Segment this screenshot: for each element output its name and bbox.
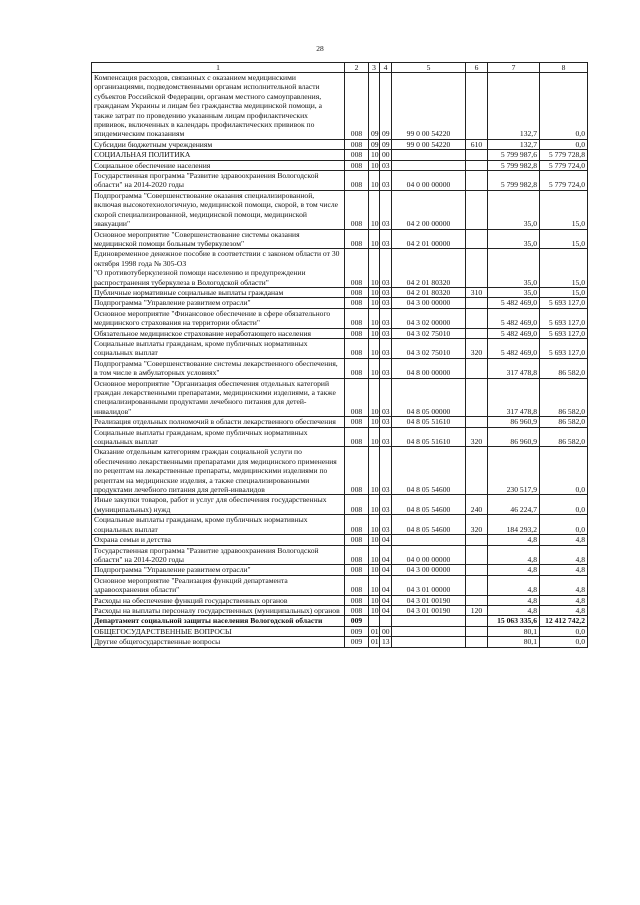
row-target-article-cell: 04 2 01 80320 <box>392 287 466 297</box>
row-ministry-code-cell: 009 <box>345 616 369 626</box>
row-subsection-code-cell: 03 <box>380 171 392 191</box>
header-cell: 2 <box>345 63 369 73</box>
row-ministry-code-cell: 008 <box>345 417 369 427</box>
row-expense-type-cell <box>466 417 488 427</box>
row-expense-type-cell: 320 <box>466 338 488 358</box>
row-expense-type-cell <box>466 535 488 545</box>
row-expense-type-cell: 320 <box>466 427 488 447</box>
row-target-article-cell <box>392 535 466 545</box>
row-subsection-code-cell: 03 <box>380 298 392 308</box>
row-name-cell: Основное мероприятие "Организация обеспечения отдельных категорий граждан лекарственными препаратами, медицинскими изделиями, а также специализированными продуктами лечебного питания для детей-инвалидов" <box>92 378 345 417</box>
row-amount-year1-cell: 5 482 469,0 <box>488 328 540 338</box>
row-section-code-cell: 01 <box>369 637 380 647</box>
row-amount-year1-cell: 317 478,8 <box>488 358 540 378</box>
row-ministry-code-cell: 008 <box>345 190 369 229</box>
row-amount-year2-cell: 0,0 <box>540 73 588 140</box>
row-ministry-code-cell: 008 <box>345 565 369 575</box>
row-expense-type-cell: 310 <box>466 287 488 297</box>
row-target-article-cell: 04 8 05 51610 <box>392 417 466 427</box>
row-amount-year1-cell: 35,0 <box>488 229 540 249</box>
row-target-article-cell: 04 3 01 00190 <box>392 605 466 615</box>
row-subsection-code-cell: 03 <box>380 328 392 338</box>
row-expense-type-cell <box>466 249 488 288</box>
row-name-cell: Социальные выплаты гражданам, кроме публичных нормативных социальных выплат <box>92 427 345 447</box>
table-row <box>92 378 588 417</box>
row-target-article-cell: 04 3 01 00000 <box>392 575 466 595</box>
row-section-code-cell: 09 <box>369 139 380 149</box>
table-row <box>92 358 588 378</box>
row-expense-type-cell <box>466 616 488 626</box>
row-expense-type-cell: 120 <box>466 605 488 615</box>
row-target-article-cell: 04 2 00 00000 <box>392 190 466 229</box>
row-section-code-cell: 10 <box>369 287 380 297</box>
table-row <box>92 535 588 545</box>
row-section-code-cell: 10 <box>369 150 380 160</box>
row-name-cell: Основное мероприятие "Финансовое обеспечение в сфере обязательного медицинского страхования на территории области" <box>92 308 345 328</box>
row-ministry-code-cell: 008 <box>345 150 369 160</box>
row-amount-year1-cell: 230 517,9 <box>488 447 540 495</box>
row-ministry-code-cell: 008 <box>345 249 369 288</box>
row-subsection-code-cell: 09 <box>380 73 392 140</box>
row-subsection-code-cell: 03 <box>380 495 392 515</box>
row-ministry-code-cell: 008 <box>345 605 369 615</box>
row-target-article-cell: 04 8 05 54600 <box>392 495 466 515</box>
row-amount-year2-cell: 4,8 <box>540 545 588 565</box>
row-name-cell: Субсидии бюджетным учреждениям <box>92 139 345 149</box>
row-amount-year1-cell: 35,0 <box>488 249 540 288</box>
row-subsection-code-cell: 03 <box>380 308 392 328</box>
page-number: 28 <box>316 44 324 53</box>
row-target-article-cell: 04 3 00 00000 <box>392 565 466 575</box>
row-amount-year1-cell: 46 224,7 <box>488 495 540 515</box>
row-subsection-code-cell: 04 <box>380 575 392 595</box>
table-row <box>92 545 588 565</box>
row-target-article-cell: 04 8 00 00000 <box>392 358 466 378</box>
row-section-code-cell: 10 <box>369 160 380 170</box>
table-row <box>92 229 588 249</box>
table-row <box>92 308 588 328</box>
table-row <box>92 328 588 338</box>
row-ministry-code-cell: 009 <box>345 626 369 636</box>
table-row <box>92 427 588 447</box>
table-row <box>92 417 588 427</box>
row-ministry-code-cell: 008 <box>345 358 369 378</box>
row-subsection-code-cell: 04 <box>380 545 392 565</box>
row-amount-year2-cell: 15,0 <box>540 229 588 249</box>
row-name-cell: Департамент социальной защиты населения Вологодской области <box>92 616 345 626</box>
row-target-article-cell <box>392 160 466 170</box>
row-subsection-code-cell: 03 <box>380 515 392 535</box>
table-row <box>92 150 588 160</box>
row-subsection-code-cell <box>380 616 392 626</box>
row-name-cell: Основное мероприятие "Реализация функций департамента здравоохранения области" <box>92 575 345 595</box>
row-expense-type-cell <box>466 358 488 378</box>
row-amount-year2-cell: 5 693 127,0 <box>540 338 588 358</box>
row-amount-year1-cell: 4,8 <box>488 535 540 545</box>
row-target-article-cell: 04 2 01 00000 <box>392 229 466 249</box>
row-amount-year2-cell: 0,0 <box>540 626 588 636</box>
row-target-article-cell: 04 0 00 00000 <box>392 171 466 191</box>
row-amount-year2-cell: 15,0 <box>540 287 588 297</box>
table-row <box>92 338 588 358</box>
row-name-cell: ОБЩЕГОСУДАРСТВЕННЫЕ ВОПРОСЫ <box>92 626 345 636</box>
row-ministry-code-cell: 008 <box>345 535 369 545</box>
table-row <box>92 565 588 575</box>
row-amount-year1-cell: 5 482 469,0 <box>488 338 540 358</box>
row-name-cell: Подпрограмма "Управление развитием отрасли" <box>92 298 345 308</box>
row-amount-year1-cell: 86 960,9 <box>488 427 540 447</box>
row-ministry-code-cell: 008 <box>345 378 369 417</box>
row-subsection-code-cell: 03 <box>380 249 392 288</box>
header-cell: 4 <box>380 63 392 73</box>
row-amount-year2-cell: 0,0 <box>540 495 588 515</box>
row-amount-year2-cell: 5 693 127,0 <box>540 308 588 328</box>
row-expense-type-cell <box>466 575 488 595</box>
row-amount-year1-cell: 80,1 <box>488 637 540 647</box>
row-section-code-cell: 10 <box>369 495 380 515</box>
row-name-cell: Оказание отдельным категориям граждан социальной услуги по обеспечению лекарственными препаратами для медицинского применения по рецептам на лекарственные препараты, медицинскими изделиями по рецептам на медицинские изделия, а также специализированными продуктами лечебного питания для детей-инвалидов <box>92 447 345 495</box>
row-name-cell: Иные закупки товаров, работ и услуг для обеспечения государственных (муниципальных) нужд <box>92 495 345 515</box>
row-amount-year1-cell: 35,0 <box>488 287 540 297</box>
row-expense-type-cell <box>466 308 488 328</box>
row-amount-year1-cell: 132,7 <box>488 139 540 149</box>
row-target-article-cell: 04 0 00 00000 <box>392 545 466 565</box>
row-expense-type-cell: 610 <box>466 139 488 149</box>
row-section-code-cell: 10 <box>369 378 380 417</box>
row-name-cell: Государственная программа "Развитие здравоохранения Вологодской области" на 2014-2020 годы <box>92 171 345 191</box>
row-subsection-code-cell: 04 <box>380 605 392 615</box>
row-name-cell: Социальные выплаты гражданам, кроме публичных нормативных социальных выплат <box>92 515 345 535</box>
row-name-cell: Подпрограмма "Совершенствование оказания специализированной, включая высокотехнологичную, медицинской помощи, скорой, в том числе скорой специализированной, медицинской помощи, медицинской эвакуации" <box>92 190 345 229</box>
row-expense-type-cell <box>466 328 488 338</box>
row-subsection-code-cell: 00 <box>380 150 392 160</box>
row-amount-year2-cell: 4,8 <box>540 535 588 545</box>
row-target-article-cell <box>392 616 466 626</box>
header-cell: 3 <box>369 63 380 73</box>
row-ministry-code-cell: 009 <box>345 637 369 647</box>
row-subsection-code-cell: 04 <box>380 595 392 605</box>
row-expense-type-cell <box>466 637 488 647</box>
row-expense-type-cell <box>466 626 488 636</box>
row-subsection-code-cell: 03 <box>380 338 392 358</box>
row-subsection-code-cell: 03 <box>380 229 392 249</box>
row-amount-year2-cell: 0,0 <box>540 139 588 149</box>
row-section-code-cell: 10 <box>369 417 380 427</box>
row-name-cell: Расходы на выплаты персоналу государственных (муниципальных) органов <box>92 605 345 615</box>
row-amount-year1-cell: 80,1 <box>488 626 540 636</box>
row-target-article-cell: 99 0 00 54220 <box>392 139 466 149</box>
row-section-code-cell: 01 <box>369 626 380 636</box>
row-section-code-cell: 10 <box>369 595 380 605</box>
row-subsection-code-cell: 00 <box>380 626 392 636</box>
row-amount-year1-cell: 35,0 <box>488 190 540 229</box>
row-amount-year2-cell: 5 779 724,0 <box>540 171 588 191</box>
budget-table <box>91 62 588 648</box>
row-amount-year2-cell: 15,0 <box>540 190 588 229</box>
row-amount-year1-cell: 5 482 469,0 <box>488 298 540 308</box>
row-subsection-code-cell: 04 <box>380 535 392 545</box>
row-target-article-cell <box>392 637 466 647</box>
header-cell: 6 <box>466 63 488 73</box>
row-target-article-cell: 04 2 01 80320 <box>392 249 466 288</box>
table-row <box>92 249 588 288</box>
row-expense-type-cell <box>466 229 488 249</box>
row-amount-year2-cell: 5 693 127,0 <box>540 328 588 338</box>
header-cell: 7 <box>488 63 540 73</box>
row-subsection-code-cell: 03 <box>380 427 392 447</box>
row-section-code-cell: 10 <box>369 190 380 229</box>
table-row <box>92 637 588 647</box>
row-amount-year1-cell: 15 063 335,6 <box>488 616 540 626</box>
row-amount-year2-cell: 0,0 <box>540 447 588 495</box>
row-target-article-cell: 04 8 05 54600 <box>392 515 466 535</box>
table-row <box>92 287 588 297</box>
row-section-code-cell: 10 <box>369 358 380 378</box>
table-row <box>92 160 588 170</box>
row-ministry-code-cell: 008 <box>345 595 369 605</box>
table-row <box>92 515 588 535</box>
row-ministry-code-cell: 008 <box>345 171 369 191</box>
row-expense-type-cell <box>466 160 488 170</box>
row-name-cell: Единовременное денежное пособие в соответствии с законом области от 30 октября 1998 года № 305-ОЗ "О противотуберкулезной помощи населению и предупреждении распространения туберкулеза в Вологодской области" <box>92 249 345 288</box>
row-expense-type-cell <box>466 190 488 229</box>
table-row <box>92 595 588 605</box>
row-amount-year1-cell: 4,8 <box>488 575 540 595</box>
row-expense-type-cell <box>466 378 488 417</box>
row-ministry-code-cell: 008 <box>345 515 369 535</box>
table-row <box>92 73 588 140</box>
row-subsection-code-cell: 03 <box>380 190 392 229</box>
header-cell: 5 <box>392 63 466 73</box>
row-ministry-code-cell: 008 <box>345 287 369 297</box>
row-target-article-cell: 99 0 00 54220 <box>392 73 466 140</box>
row-target-article-cell <box>392 626 466 636</box>
row-expense-type-cell <box>466 73 488 140</box>
row-subsection-code-cell: 03 <box>380 358 392 378</box>
row-name-cell: Основное мероприятие "Совершенствование системы оказания медицинской помощи больным туберкулезом" <box>92 229 345 249</box>
row-name-cell: Подпрограмма "Управление развитием отрасли" <box>92 565 345 575</box>
row-amount-year2-cell: 4,8 <box>540 595 588 605</box>
row-ministry-code-cell: 008 <box>345 447 369 495</box>
row-amount-year1-cell: 5 482 469,0 <box>488 308 540 328</box>
row-section-code-cell: 10 <box>369 535 380 545</box>
row-name-cell: Публичные нормативные социальные выплаты гражданам <box>92 287 345 297</box>
row-expense-type-cell <box>466 150 488 160</box>
row-amount-year2-cell: 4,8 <box>540 575 588 595</box>
row-amount-year1-cell: 4,8 <box>488 605 540 615</box>
row-ministry-code-cell: 008 <box>345 160 369 170</box>
table-row <box>92 605 588 615</box>
row-ministry-code-cell: 008 <box>345 338 369 358</box>
row-amount-year1-cell: 5 799 982,8 <box>488 160 540 170</box>
row-ministry-code-cell: 008 <box>345 229 369 249</box>
row-expense-type-cell <box>466 595 488 605</box>
row-section-code-cell: 10 <box>369 605 380 615</box>
row-ministry-code-cell: 008 <box>345 308 369 328</box>
row-amount-year1-cell: 5 799 982,8 <box>488 171 540 191</box>
row-amount-year1-cell: 317 478,8 <box>488 378 540 417</box>
row-section-code-cell: 10 <box>369 575 380 595</box>
row-amount-year2-cell: 86 582,0 <box>540 427 588 447</box>
row-name-cell: Реализация отдельных полномочий в области лекарственного обеспечения <box>92 417 345 427</box>
row-subsection-code-cell: 03 <box>380 378 392 417</box>
table-row <box>92 139 588 149</box>
table-row <box>92 171 588 191</box>
row-ministry-code-cell: 008 <box>345 328 369 338</box>
table-body <box>92 73 588 648</box>
row-amount-year2-cell: 0,0 <box>540 515 588 535</box>
table-header-row <box>92 63 588 73</box>
row-amount-year1-cell: 4,8 <box>488 545 540 565</box>
row-section-code-cell: 10 <box>369 229 380 249</box>
row-section-code-cell: 10 <box>369 298 380 308</box>
row-amount-year2-cell: 86 582,0 <box>540 378 588 417</box>
row-ministry-code-cell: 008 <box>345 427 369 447</box>
row-expense-type-cell <box>466 447 488 495</box>
table-row <box>92 616 588 626</box>
table-row <box>92 575 588 595</box>
row-subsection-code-cell: 03 <box>380 447 392 495</box>
row-subsection-code-cell: 13 <box>380 637 392 647</box>
row-amount-year2-cell: 0,0 <box>540 637 588 647</box>
row-section-code-cell: 10 <box>369 308 380 328</box>
row-target-article-cell <box>392 150 466 160</box>
row-section-code-cell: 10 <box>369 515 380 535</box>
row-ministry-code-cell: 008 <box>345 575 369 595</box>
row-amount-year2-cell: 86 582,0 <box>540 358 588 378</box>
row-target-article-cell: 04 3 02 00000 <box>392 308 466 328</box>
row-amount-year2-cell: 4,8 <box>540 605 588 615</box>
table-row <box>92 495 588 515</box>
header-cell: 8 <box>540 63 588 73</box>
row-name-cell: Обязательное медицинское страхование неработающего населения <box>92 328 345 338</box>
row-expense-type-cell <box>466 545 488 565</box>
row-name-cell: Расходы на обеспечение функций государственных органов <box>92 595 345 605</box>
row-section-code-cell: 10 <box>369 328 380 338</box>
row-subsection-code-cell: 04 <box>380 565 392 575</box>
row-target-article-cell: 04 3 01 00190 <box>392 595 466 605</box>
row-section-code-cell: 10 <box>369 565 380 575</box>
header-cell: 1 <box>92 63 345 73</box>
row-section-code-cell: 10 <box>369 249 380 288</box>
row-ministry-code-cell: 008 <box>345 495 369 515</box>
row-expense-type-cell <box>466 171 488 191</box>
row-section-code-cell: 10 <box>369 171 380 191</box>
row-amount-year1-cell: 184 293,2 <box>488 515 540 535</box>
row-name-cell: Охрана семьи и детства <box>92 535 345 545</box>
row-amount-year1-cell: 86 960,9 <box>488 417 540 427</box>
row-target-article-cell: 04 8 05 54600 <box>392 447 466 495</box>
row-ministry-code-cell: 008 <box>345 73 369 140</box>
row-expense-type-cell: 320 <box>466 515 488 535</box>
row-target-article-cell: 04 3 00 00000 <box>392 298 466 308</box>
table-row <box>92 447 588 495</box>
row-section-code-cell <box>369 616 380 626</box>
row-name-cell: Подпрограмма "Совершенствование системы лекарственного обеспечения, в том числе в амбулаторных условиях" <box>92 358 345 378</box>
row-amount-year2-cell: 5 693 127,0 <box>540 298 588 308</box>
row-amount-year2-cell: 86 582,0 <box>540 417 588 427</box>
row-amount-year1-cell: 5 799 987,6 <box>488 150 540 160</box>
row-amount-year2-cell: 15,0 <box>540 249 588 288</box>
row-amount-year2-cell: 5 779 728,8 <box>540 150 588 160</box>
table-row <box>92 190 588 229</box>
row-amount-year2-cell: 4,8 <box>540 565 588 575</box>
row-section-code-cell: 10 <box>369 545 380 565</box>
row-amount-year2-cell: 5 779 724,0 <box>540 160 588 170</box>
row-expense-type-cell <box>466 565 488 575</box>
row-expense-type-cell: 240 <box>466 495 488 515</box>
row-subsection-code-cell: 09 <box>380 139 392 149</box>
row-target-article-cell: 04 3 02 75010 <box>392 328 466 338</box>
row-ministry-code-cell: 008 <box>345 298 369 308</box>
row-section-code-cell: 09 <box>369 73 380 140</box>
row-subsection-code-cell: 03 <box>380 160 392 170</box>
row-ministry-code-cell: 008 <box>345 545 369 565</box>
row-target-article-cell: 04 3 02 75010 <box>392 338 466 358</box>
row-name-cell: Компенсация расходов, связанных с оказанием медицинскими организациями, подведомственными органам исполнительной власти субъектов Российской Федерации, органам местного самоуправления, гражданам Украины и лицам без гражданства медицинской помощи, а также затрат по проведению указанным лицам профилактических прививок, включенных в календарь профилактических прививок по эпидемическим показаниям <box>92 73 345 140</box>
row-target-article-cell: 04 8 05 00000 <box>392 378 466 417</box>
table-row <box>92 298 588 308</box>
row-section-code-cell: 10 <box>369 427 380 447</box>
row-amount-year1-cell: 4,8 <box>488 595 540 605</box>
row-expense-type-cell <box>466 298 488 308</box>
row-amount-year2-cell: 12 412 742,2 <box>540 616 588 626</box>
row-ministry-code-cell: 008 <box>345 139 369 149</box>
row-target-article-cell: 04 8 05 51610 <box>392 427 466 447</box>
row-name-cell: Государственная программа "Развитие здравоохранения Вологодской области" на 2014-2020 годы <box>92 545 345 565</box>
row-amount-year1-cell: 4,8 <box>488 565 540 575</box>
row-subsection-code-cell: 03 <box>380 417 392 427</box>
row-name-cell: СОЦИАЛЬНАЯ ПОЛИТИКА <box>92 150 345 160</box>
table-row <box>92 626 588 636</box>
row-name-cell: Другие общегосударственные вопросы <box>92 637 345 647</box>
row-subsection-code-cell: 03 <box>380 287 392 297</box>
row-name-cell: Социальное обеспечение населения <box>92 160 345 170</box>
row-name-cell: Социальные выплаты гражданам, кроме публичных нормативных социальных выплат <box>92 338 345 358</box>
row-section-code-cell: 10 <box>369 338 380 358</box>
row-section-code-cell: 10 <box>369 447 380 495</box>
row-amount-year1-cell: 132,7 <box>488 73 540 140</box>
